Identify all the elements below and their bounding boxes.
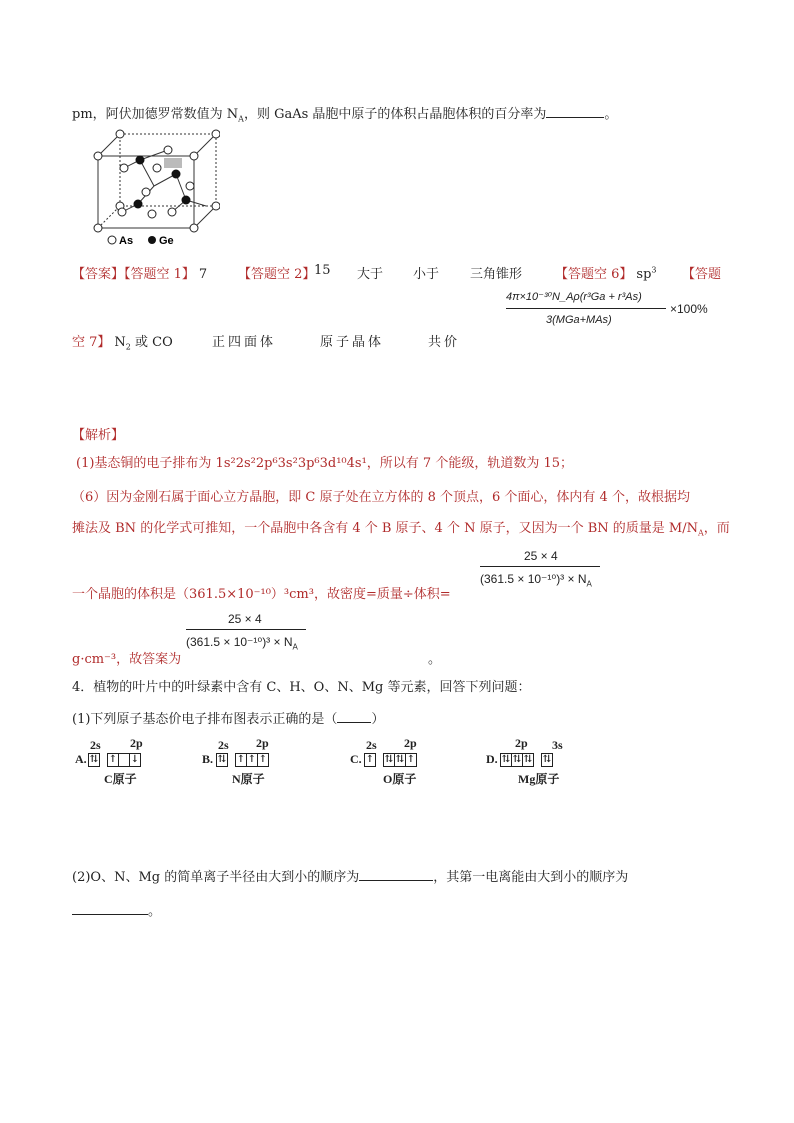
answer-line-1: 【答案】【答题空 1】 7 [72,267,208,282]
orbital-boxes: ↑ ⇅ ⇅ ↑ [365,753,416,765]
question-4-title: 4．植物的叶片中的叶绿素中含有 C、H、O、N、Mg 等元素，回答下列问题： [72,680,531,695]
option-letter: A. [75,752,87,766]
fraction-numerator: 25 × 4 [524,549,558,563]
fraction-numerator: 25 × 4 [228,612,262,626]
formula-suffix: ×100% [670,302,708,316]
question-4-sub2: (2)O、N、Mg 的简单离子半径由大到小的顺序为 ，其第一电离能由大到小的顺序为 [72,870,629,885]
answer-word: 小于 [413,267,440,282]
analysis-para: 一个晶胞的体积是（361.5×10⁻¹⁰）³cm³，故密度=质量÷体积= [72,587,451,602]
question-4-sub2-cont: 。 [72,900,161,919]
answer-line-2: 空 7】 $N_2$ 或 CO [72,335,173,352]
analysis-para: g·cm⁻³，故答案为 [72,652,182,667]
legend-as: As [119,235,134,247]
answer-word: 正四面体 [212,335,277,350]
analysis-para: (1)基态铜的电子排布为 1s²2s²2p⁶3s²3p⁶3d¹⁰4s¹，所以有 7 个能级，轨道数为 15； [76,456,573,471]
question-4-sub1: (1)下列原子基态价电子排布图表示正确的是（ ） [72,712,385,727]
option-letter: C. [350,752,362,766]
answer-word: 大于 [357,267,384,282]
formula-numerator: 4π×10⁻³⁰N_Aρ(r³Ga + r³As) [506,291,642,303]
orbital-boxes: ⇅ ⇅ ⇅ ⇅ [501,753,552,765]
answer-blank [359,868,433,881]
answer-word: 原子晶体 [320,335,385,350]
fraction-bar [480,566,600,567]
analysis-label: 【解析】 [72,428,125,443]
fraction-denominator: $(361.5 \times 10^{-10})^3 \times N_A$ [186,635,298,652]
answer-blank [72,902,148,915]
formula-bar [506,308,666,309]
answer-blank [337,710,371,723]
answer-blank-2: 【答题空 2】 [238,267,316,282]
fraction-denominator: $(361.5 \times 10^{-10})^3 \times N_A$ [480,572,592,589]
analysis-para: 摊法及 BN 的化学式可推知，一个晶胞中各含有 4 个 B 原子、4 个 N 原子，又因为一个 BN 的质量是 $M/N_A$，而 [72,521,730,538]
analysis-para: （6）因为金刚石属于面心立方晶胞，即 C 原子处在立方体的 8 个顶点，6 个面心，体内有 4 个，故根据均 [72,490,690,505]
answer-blank-7: 【答题 [682,267,722,282]
answer-val-2: 15 [314,263,331,278]
legend-ge: Ge [159,235,174,247]
answer-word: 共价 [428,335,461,350]
option-letter: B. [202,752,214,766]
formula-denominator: 3(MGa+MAs) [546,314,612,326]
answer-blank [546,105,604,118]
fraction-bar [186,629,306,630]
answer-word: 三角锥形 [470,267,523,282]
option-letter: D. [486,752,498,766]
orbital-boxes: ⇅ ↑ ↑ ↑ [217,753,268,765]
orbital-boxes: ⇅ ↑ ↓ [89,753,140,765]
crystal-cell-figure [90,128,220,250]
question-line: pm，阿伏加德罗常数值为 $N_A$，则 GaAs 晶胞中原子的体积占晶胞体积的百分率为 。 [72,107,618,124]
answer-blank-6: 【答题空 6】 $sp^3$ [555,265,657,282]
analysis-end: 。 [428,652,442,667]
